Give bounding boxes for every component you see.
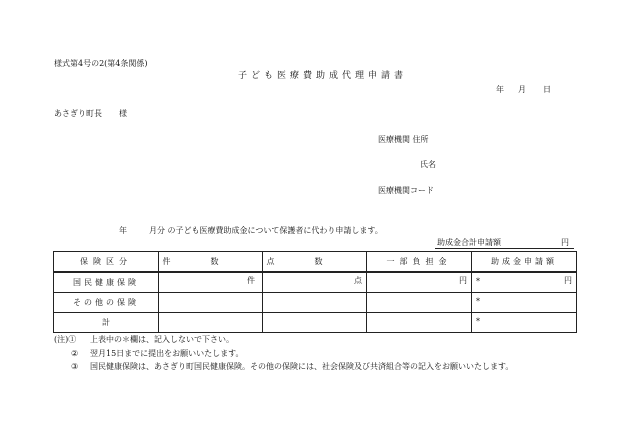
claim-table <box>53 251 577 333</box>
points-cell[interactable] <box>263 272 367 293</box>
points-unit: 点 <box>354 276 362 285</box>
count-unit: 件 <box>247 276 255 285</box>
header-points: 点数 <box>266 257 363 266</box>
statement-text: 月分 の子ども医療費助成金について保護者に代わり申請します。 <box>149 226 383 235</box>
total-amount-label: 助成金合計申請額 <box>437 238 501 247</box>
date-day-label: 日 <box>543 85 551 94</box>
table-row <box>54 313 577 333</box>
institution-code-label: 医療機関コード <box>378 186 434 195</box>
grant-cell <box>472 272 577 293</box>
addressee-honorific: 様 <box>119 109 127 118</box>
count-cell[interactable] <box>159 313 263 333</box>
grant-cell <box>472 313 577 333</box>
header-grant-amount: 助成金申請額 <box>491 257 557 266</box>
grant-cell <box>472 293 577 313</box>
note-1-marker: (注)① <box>54 335 77 344</box>
addressee-name: あさぎり町長 <box>54 109 102 118</box>
copay-unit: 円 <box>459 276 467 285</box>
statement-year-label: 年 <box>119 226 127 235</box>
table-row <box>54 293 577 313</box>
row-category: その他の保険 <box>73 298 139 307</box>
count-cell[interactable] <box>159 293 263 313</box>
asterisk-mark: * <box>476 297 480 306</box>
date-month-label: 月 <box>518 85 526 94</box>
header-count: 件数 <box>162 257 259 266</box>
points-cell[interactable] <box>263 313 367 333</box>
total-amount-unit: 円 <box>561 238 569 247</box>
points-cell[interactable] <box>263 293 367 313</box>
header-copay: 一部負担金 <box>386 257 452 266</box>
asterisk-mark: * <box>476 277 480 286</box>
note-2-marker: ② <box>71 349 79 358</box>
note-2-text: 翌月15日までに提出をお願いいたします。 <box>90 349 244 358</box>
row-category: 計 <box>102 318 110 327</box>
header-insurance-category: 保険区分 <box>80 257 132 266</box>
row-category: 国民健康保険 <box>73 278 139 287</box>
grant-unit: 円 <box>564 276 572 285</box>
count-cell[interactable] <box>159 272 263 293</box>
total-amount-underline <box>435 248 574 249</box>
table-row <box>54 272 577 293</box>
note-3-marker: ③ <box>71 362 79 371</box>
asterisk-mark: * <box>476 317 480 326</box>
note-1-text: 上表中の＊欄は、記入しないで下さい。 <box>90 335 234 344</box>
institution-address-label: 医療機関 住所 <box>378 135 429 144</box>
copay-cell[interactable] <box>367 272 472 293</box>
applicant-name-label: 氏名 <box>420 160 436 169</box>
table-header-row <box>54 252 577 273</box>
copay-cell[interactable] <box>367 293 472 313</box>
form-title: 子ども医療費助成代理申請書 <box>238 71 408 81</box>
form-number: 様式第4号の2(第4条関係) <box>54 59 148 68</box>
note-3-text: 国民健康保険は、あさぎり町国民健康保険。その他の保険には、社会保険及び共済組合等の記入をお願いいたします。 <box>90 362 514 371</box>
date-year-label: 年 <box>496 85 504 94</box>
copay-cell[interactable] <box>367 313 472 333</box>
